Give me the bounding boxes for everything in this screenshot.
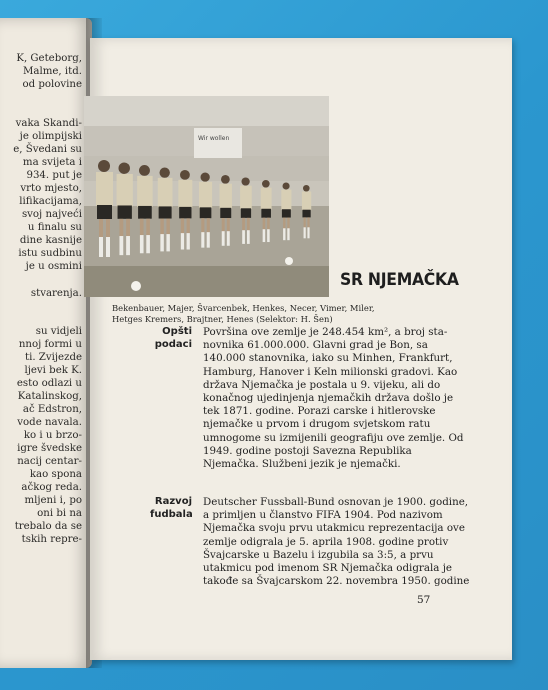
team-photo: [84, 96, 329, 297]
section-text-line: konačnog ujedinjenja njemačkih država došlo je: [203, 392, 454, 405]
left-page-line: e, Švedani su: [13, 144, 82, 155]
section-text-line: njemačke u prvom i drugom svjetskom ratu: [203, 418, 431, 431]
section-text-line: Deutscher Fussball-Bund osnovan je 1900. godine,: [203, 496, 469, 508]
caption-line: Bekenbauer, Majer, Švarcenbek, Henkes, Necer, Vimer, Miler,: [112, 303, 375, 313]
left-page-line: nacij centar-: [17, 456, 82, 467]
left-page-line: igre švedske: [17, 443, 82, 454]
football: [285, 257, 293, 265]
caption-line: Hetges Kremers, Brajtner, Henes (Selektor: H. Šen): [112, 314, 333, 324]
section-text-line: Njemačka svoju prvu utakmicu reprezentacija ove: [203, 522, 465, 535]
left-page-line: kao spona: [29, 469, 82, 480]
left-page-line: vrto mjesto,: [20, 183, 82, 194]
section-text-line: umnogome su izmijenili geografiju ove zemlje. Od: [203, 431, 464, 444]
section-text-line: Švajcarske u Bazelu i izgubila sa 3:5, a prvu: [203, 548, 434, 561]
left-page-line: nnoj formi u: [18, 339, 82, 350]
left-page-line: ko i u brzo-: [23, 430, 82, 441]
left-page-line: vaka Skandi-: [15, 118, 82, 129]
page-number: 57: [417, 594, 431, 606]
left-page-line: stvarenja.: [30, 288, 82, 299]
section-text-line: Površina ove zemlje je 248.454 km², a broj sta-: [203, 326, 448, 338]
section-text-line: 1949. godine postoji Savezna Republika: [203, 444, 412, 457]
section-text-line: novnika 61.000.000. Glavni grad je Bon, sa: [203, 339, 428, 352]
left-page-line: u finalu su: [27, 222, 82, 233]
left-page-line: istu sudbinu: [18, 248, 82, 259]
left-page-line: vode navala.: [17, 417, 82, 428]
left-page-line: ma svijeta i: [22, 157, 82, 168]
left-page-line: Katalinskog,: [17, 391, 82, 402]
section-label: Razvoj fudbala: [150, 496, 193, 520]
section-label: Opšti podaci: [154, 326, 192, 350]
section-heading: SR NJEMAČKA: [340, 270, 459, 290]
section-text-line: država Njemačka je postala u 9. vijeku, ali do: [203, 378, 441, 391]
photo-caption: [112, 303, 392, 325]
left-page-line: ačkog reda.: [21, 482, 82, 493]
section-text-line: 140.000 stanovnika, iako su Minhen, Frankfurt,: [203, 352, 453, 365]
section-text-line: takođe sa Švajcarskom 22. novembra 1950. godine: [203, 575, 470, 588]
section-text-line: Hamburg, Hanover i Keln milionski gradovi. Kao: [203, 365, 458, 378]
left-page-line: trebalo da se: [14, 521, 82, 532]
left-page-line: Malme, itd.: [22, 66, 82, 77]
left-page-line: ljevi bek K.: [24, 365, 82, 376]
section-text: [203, 326, 464, 471]
left-page-line: oni bi na: [37, 508, 82, 519]
football: [131, 281, 141, 291]
section-text-line: Njemačka. Službeni jezik je njemački.: [203, 458, 401, 471]
left-page: [0, 18, 92, 668]
section-text-line: utakmicu pod imenom SR Njemačka odigrala je: [203, 562, 452, 575]
left-page-line: ač Edstron,: [22, 404, 82, 415]
left-page-line: je u osmini: [25, 261, 82, 272]
left-page-line: lifikacijama,: [19, 196, 82, 207]
left-page-line: svoj najveći: [21, 209, 82, 220]
left-page-line: je olimpijski: [19, 131, 82, 142]
stadium-banner: [194, 128, 242, 158]
left-page-line: 934. put je: [26, 170, 82, 181]
section-text-line: zemlje odigrala je 5. aprila 1908. godine protiv: [203, 535, 449, 548]
left-page-line: tskih repre-: [21, 534, 82, 545]
left-page-line: mljeni i, po: [24, 495, 82, 506]
banner-text: Wir wollen: [198, 135, 230, 142]
left-page-line: od polovine: [22, 79, 82, 90]
team-photo-drawing: [84, 96, 329, 297]
left-page-line: esto odlazi u: [16, 378, 82, 389]
left-page-line: dine kasnije: [19, 235, 82, 246]
section-text-line: a primljen u članstvo FIFA 1904. Pod nazivom: [203, 509, 443, 522]
left-page-line: ti. Zvijezde: [24, 352, 82, 363]
left-page-line: su vidjeli: [35, 326, 82, 337]
section-text: [203, 496, 470, 588]
section-text-line: tek 1871. godine. Porazi carske i hitlerovske: [203, 405, 436, 418]
left-page-line: K, Geteborg,: [16, 53, 82, 64]
